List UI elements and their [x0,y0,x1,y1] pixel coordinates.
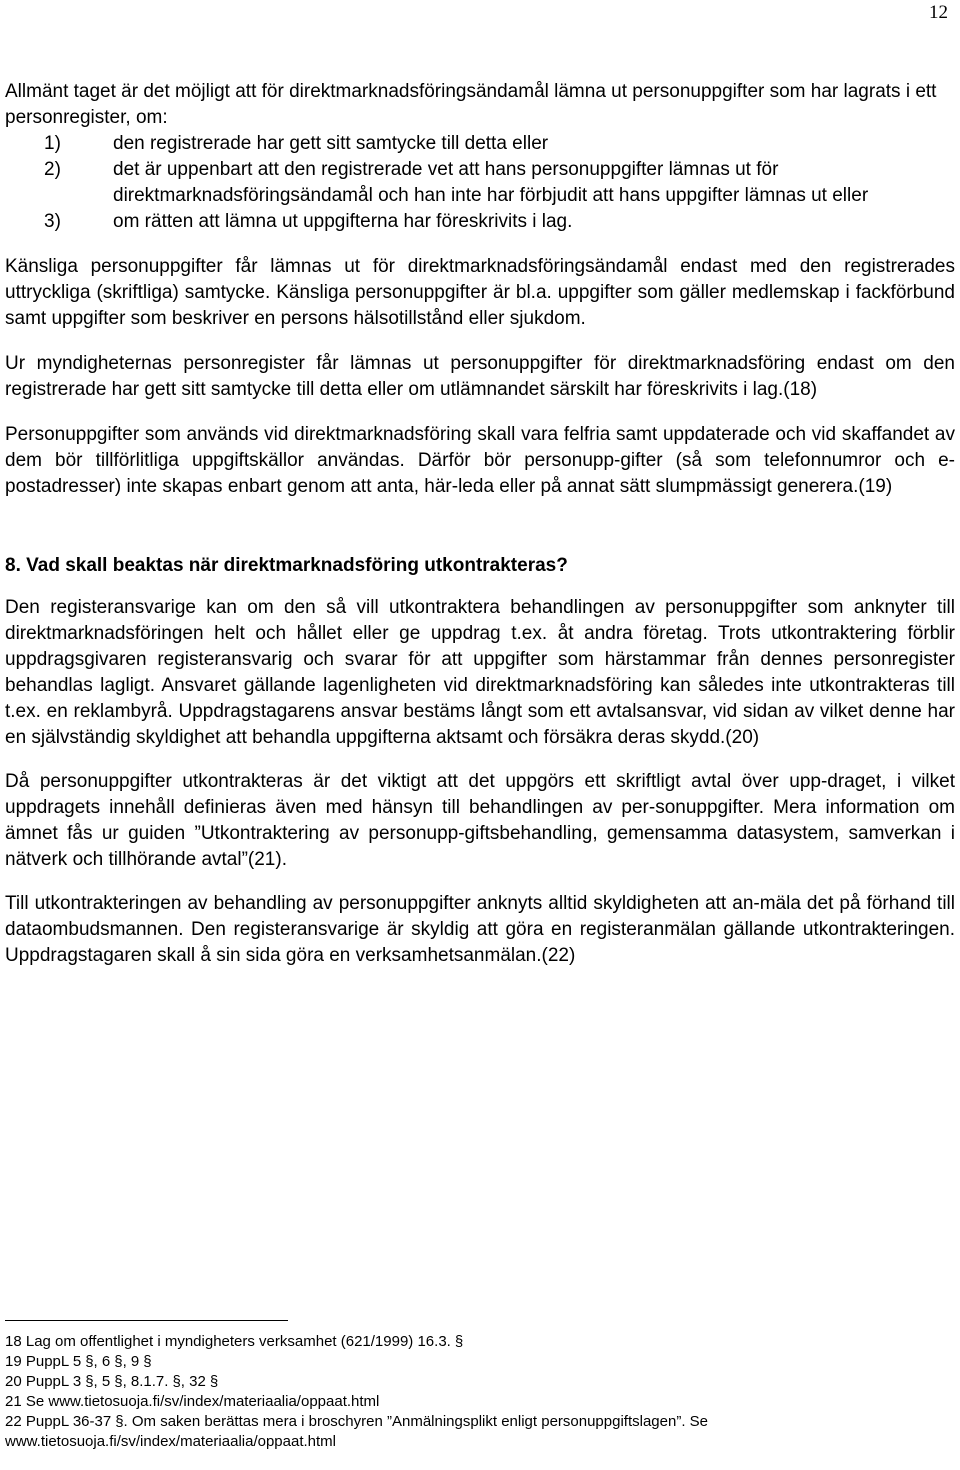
footnote-19 [5,1352,955,1372]
footnote-text: , 32 [180,1373,206,1390]
footnote-20 [5,1372,955,1392]
footnote-text: 22 PuppL 36-37 [5,1413,112,1430]
list-item-number: 2) [44,159,61,180]
paragraph-authority-registers: Ur myndigheternas personregister får lämnas ut personuppgifter för direktmarknadsföring endast om den registrerade har gett sitt samtycke till detta eller om utlämnandet särskilt har föreskrivits i lag.(18) [5,353,955,400]
footnote-text: 18 Lag om offentlighet i myndigheters verksamhet (621/1999) 16.3. [5,1333,451,1350]
section-symbol: § [143,1353,152,1370]
footnote-22 [5,1412,955,1432]
section-symbol: § [114,1373,123,1390]
conditions-list [5,131,955,235]
section-heading: 8. Vad skall beaktas när direktmarknadsföring utkontrakteras? [5,555,568,576]
list-item [5,131,955,157]
footnote-divider [5,1320,288,1321]
footnotes [5,1332,955,1452]
footnote-text: , 8.1.7. [122,1373,169,1390]
paragraph-outsourcing: Den registeransvarige kan om den så vill utkontraktera behandlingen av personuppgifter som anknyter till direktmarknadsföringen helt och hållet eller ge uppdrag t.ex. åt andra företag. Trots utkontraktering förblir uppdragsgivaren registeransvarig och svarar för att uppgifter som härstammar från dennes personregister behandlas lagligt. Ansvaret gällande lagenligheten vid direktmarknadsföring kan således inte utkontrakteras till t.ex. en reklambyrå. Uppdragstagarens ansvar bestäms långt som ett avtalsansvar, vid sidan av vilket denne har en självständig skyldighet att behandla uppgifterna aktsamt och försäkra deras skydd.(20) [5,597,955,748]
footnote-text: 20 PuppL 3 [5,1373,82,1390]
section-symbol: § [85,1373,94,1390]
section-symbol: § [454,1333,464,1350]
section-symbol: § [115,1413,124,1430]
section-symbol: § [114,1353,123,1370]
section-symbol: § [209,1373,219,1390]
footnote-text: 19 PuppL 5 [5,1353,82,1370]
paragraph-sensitive-data: Känsliga personuppgifter får lämnas ut för direktmarknadsföringsändamål endast med den registrerades uttryckliga (skriftliga) samtycke. Känsliga personuppgifter är bl.a. uppgifter som gäller medlemskap i fackförbund samt uppgifter som beskriver en persons hälsotillstånd eller sjukdom. [5,256,955,329]
footnote-18 [5,1332,955,1352]
footnote-text: , 6 [93,1353,111,1370]
paragraph-data-quality: Personuppgifter som används vid direktmarknadsföring skall vara felfria samt uppdaterade och vid skaffandet av dem bör tillförlitliga uppgiftskällor användas. Därför bör personupp-gifter (så som telefonnumror och e-postadresser) inte skapas enbart genom att anta, här-leda eller på annat sätt slumpmässigt generera.(19) [5,424,955,497]
page-number: 12 [929,2,948,23]
footnote-22-continued [5,1432,955,1452]
footnote-text: 21 Se www.tietosuoja.fi/sv/index/materiaalia/oppaat.html [5,1393,380,1410]
footnote-text: . Om saken berättas mera i broschyren ”Anmälningsplikt enligt personuppgiftslagen”. Se [123,1413,709,1430]
section-symbol: § [172,1373,181,1390]
list-item-text: den registrerade har gett sitt samtycke till detta eller [113,133,549,154]
list-item-number: 1) [44,133,61,154]
paragraph-agreement: Då personuppgifter utkontrakteras är det viktigt att det uppgörs ett skriftligt avtal över upp-draget, i vilket uppdragets innehåll definieras även med hänsyn till behandlingen av per-sonuppgifter. Mera information om ämnet fås ur guiden ”Utkontraktering av personupp-giftsbehandling, gemensamma datasystem, samverkan i nätverk och tillhörande avtal”(21). [5,771,955,870]
document-body [5,79,955,969]
list-item-number: 3) [44,211,61,232]
footnote-text: , 5 [93,1373,111,1390]
list-item [5,157,955,209]
footnote-text: www.tietosuoja.fi/sv/index/materiaalia/oppaat.html [5,1433,336,1450]
list-item-text: det är uppenbart att den registrerade vet att hans personuppgifter lämnas ut för direktmarknadsföringsändamål och han inte har förbjudit att hans uppgifter lämnas ut eller [113,159,869,206]
paragraph-notification: Till utkontrakteringen av behandling av personuppgifter anknyts alltid skyldigheten att an-mäla det på förhand till dataombudsmannen. Den registeransvarige är skyldig att göra en registeranmälan gällande utkontrakteringen. Uppdragstagaren skall å sin sida göra en verksamhetsanmälan.(22) [5,893,955,966]
list-item-text: om rätten att lämna ut uppgifterna har föreskrivits i lag. [113,211,573,232]
footnote-21 [5,1392,955,1412]
section-symbol: § [85,1353,94,1370]
list-item [5,209,955,235]
intro-paragraph: Allmänt taget är det möjligt att för direktmarknadsföringsändamål lämna ut personuppgifter som har lagrats i ett personregister, om: [5,81,937,128]
footnote-text: , 9 [122,1353,140,1370]
